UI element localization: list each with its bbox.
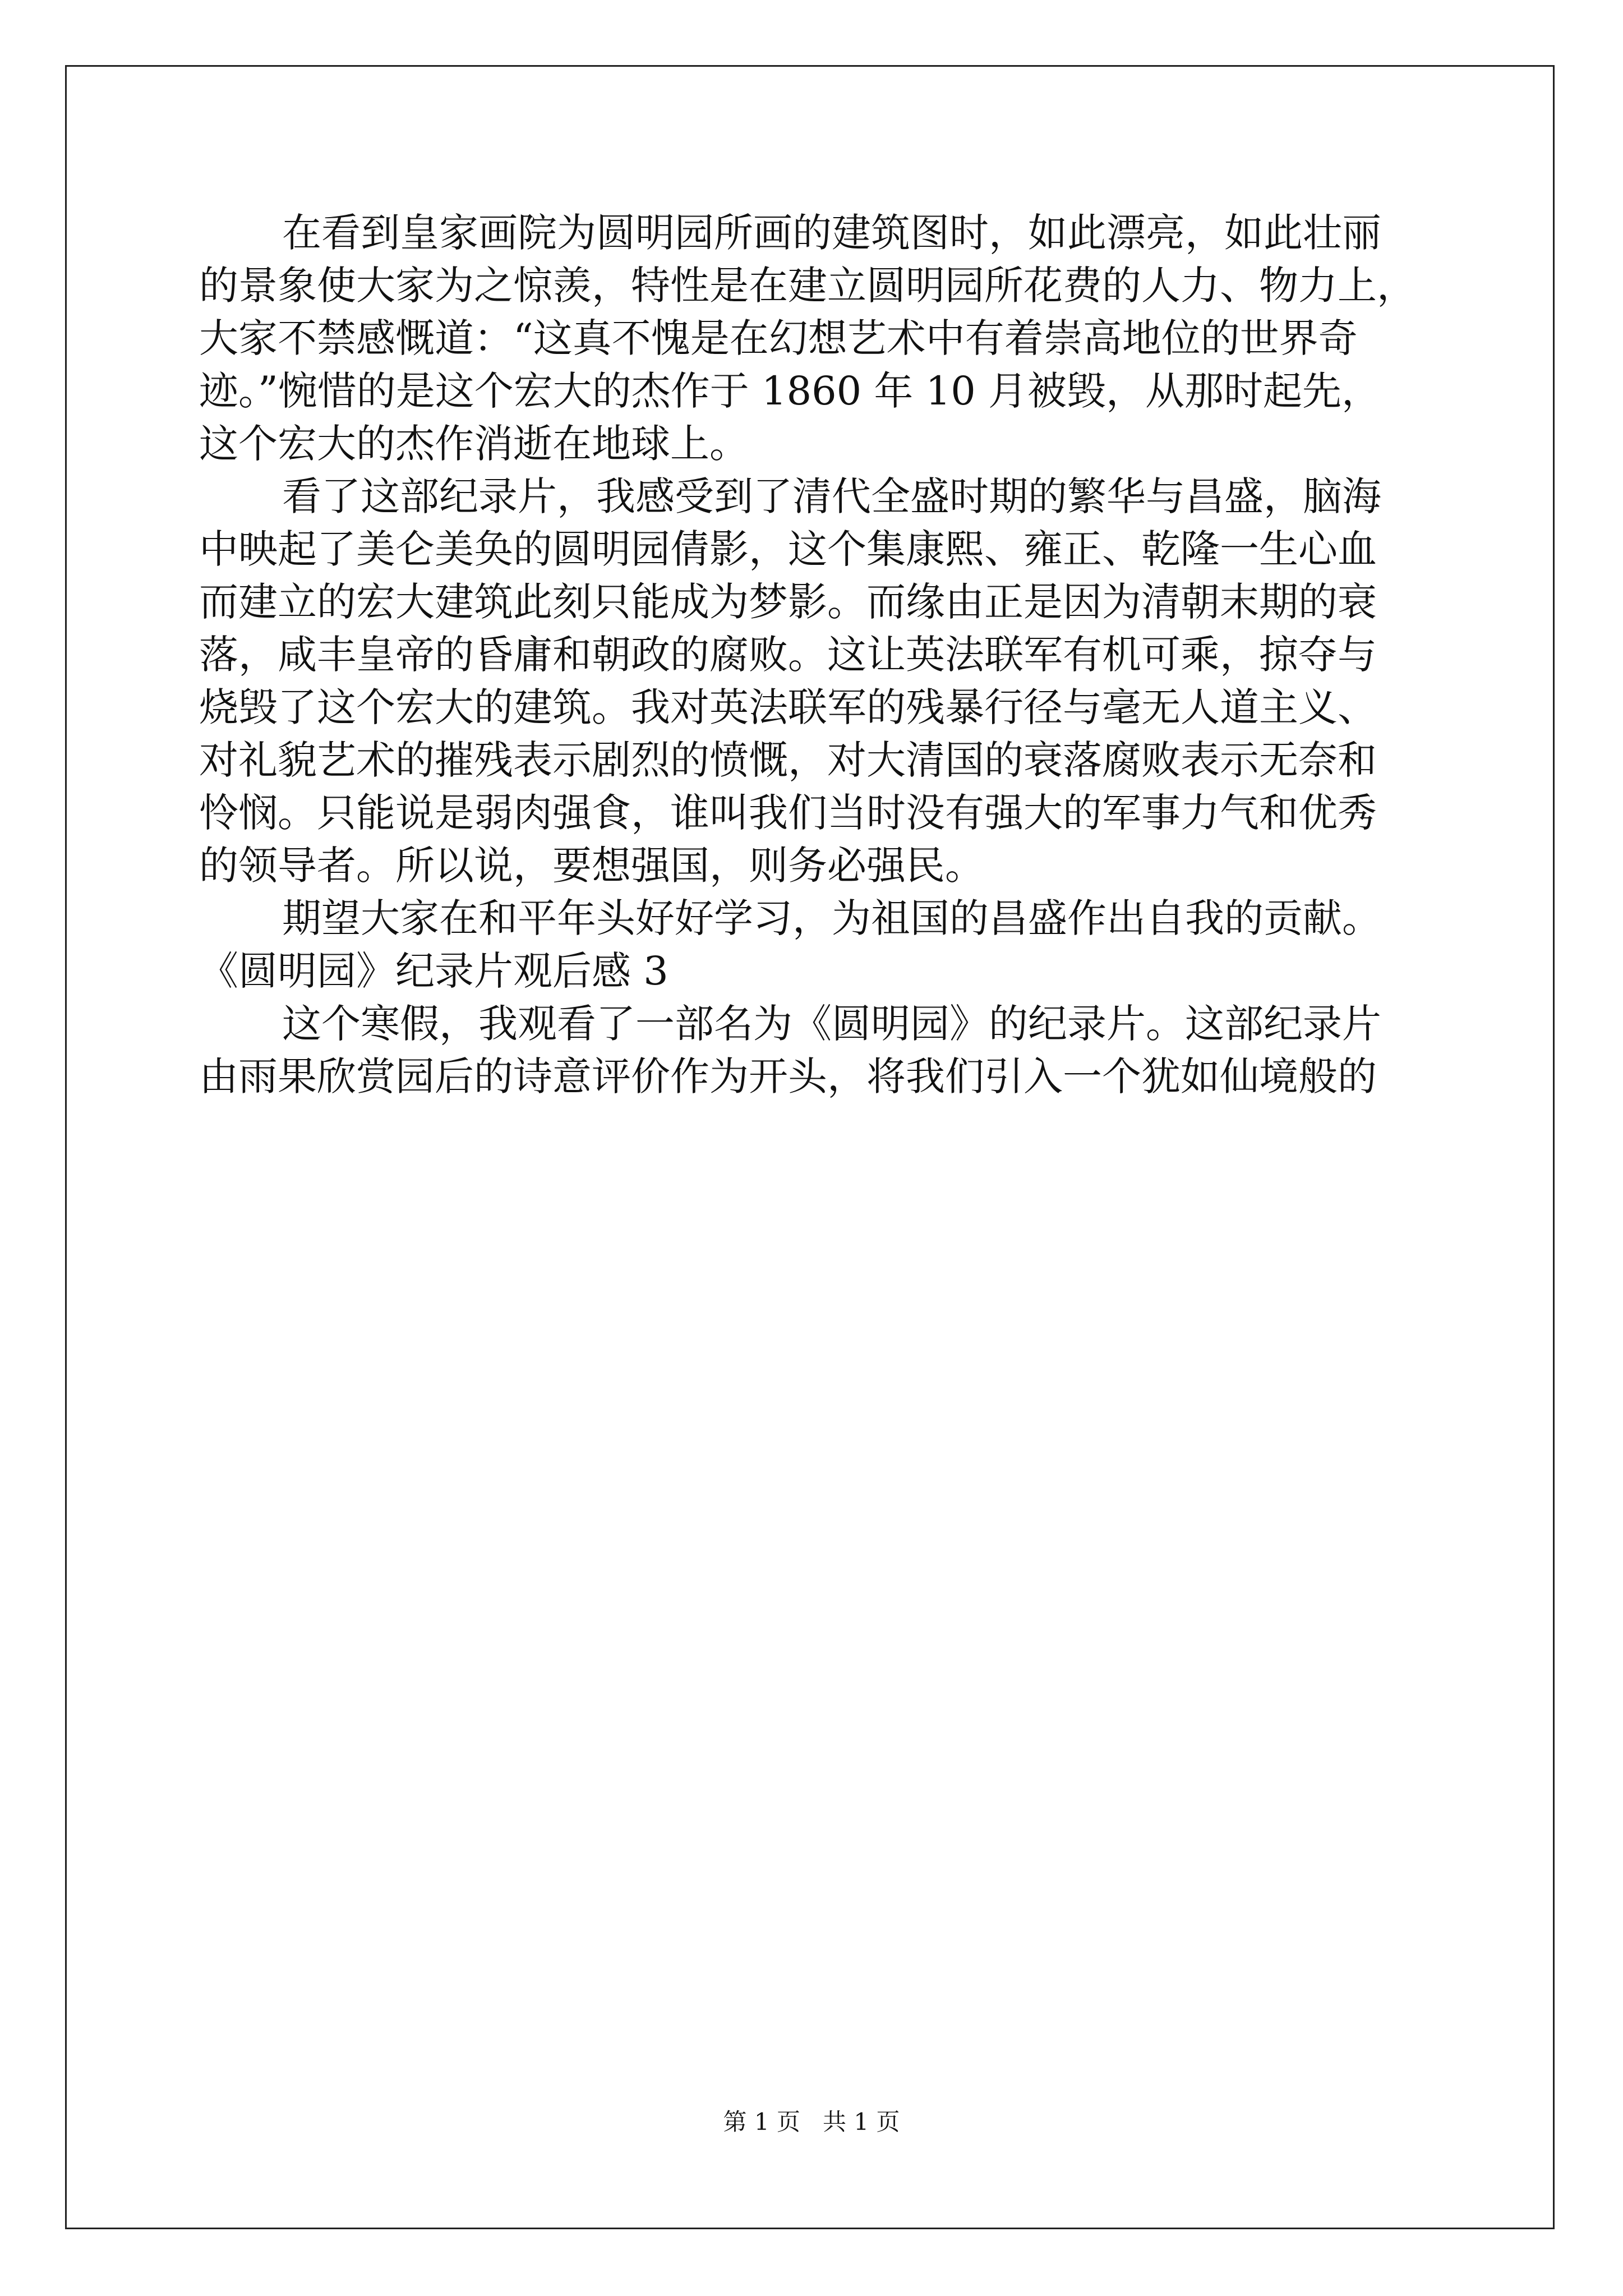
- text-line: 这个宏大的杰作消逝在地球上。: [199, 421, 749, 467]
- text-line: 怜悯。只能说是弱肉强食，谁叫我们当时没有强大的军事力气和优秀: [199, 790, 1377, 836]
- text-line: 的景象使大家为之惊羡，特性是在建立圆明园所花费的人力、物力上，: [199, 263, 1416, 309]
- text-line: 这个寒假，我观看了一部名为《圆明园》的纪录片。这部纪录片: [282, 1001, 1381, 1047]
- text-line: 迹。”惋惜的是这个宏大的杰作于 1860 年 10 月被毁，从那时起先，: [199, 368, 1381, 414]
- text-line: 大家不禁感慨道：“这真不愧是在幻想艺术中有着崇高地位的世界奇: [199, 315, 1358, 361]
- text-line: 落，咸丰皇帝的昏庸和朝政的腐败。这让英法联军有机可乘，掠夺与: [199, 632, 1377, 678]
- text-line: 对礼貌艺术的摧残表示剧烈的愤慨，对大清国的衰落腐败表示无奈和: [199, 737, 1377, 783]
- page-footer: 第 1 页 共 1 页: [723, 2108, 900, 2136]
- text-line: 而建立的宏大建筑此刻只能成为梦影。而缘由正是因为清朝末期的衰: [199, 579, 1377, 625]
- text-line: 由雨果欣赏园后的诗意评价作为开头，将我们引入一个犹如仙境般的: [199, 1053, 1377, 1099]
- section-heading: 《圆明园》纪录片观后感 3: [199, 948, 668, 994]
- text-line: 中映起了美仑美奂的圆明园倩影，这个集康熙、雍正、乾隆一生心血: [199, 526, 1377, 572]
- text-line: 期望大家在和平年头好好学习，为祖国的昌盛作出自我的贡献。: [282, 895, 1381, 941]
- text-line: 的领导者。所以说，要想强国，则务必强民。: [199, 843, 984, 889]
- text-line: 在看到皇家画院为圆明园所画的建筑图时，如此漂亮，如此壮丽: [282, 210, 1381, 256]
- text-line: 看了这部纪录片，我感受到了清代全盛时期的繁华与昌盛，脑海: [282, 473, 1381, 519]
- text-line: 烧毁了这个宏大的建筑。我对英法联军的残暴行径与毫无人道主义、: [199, 684, 1377, 730]
